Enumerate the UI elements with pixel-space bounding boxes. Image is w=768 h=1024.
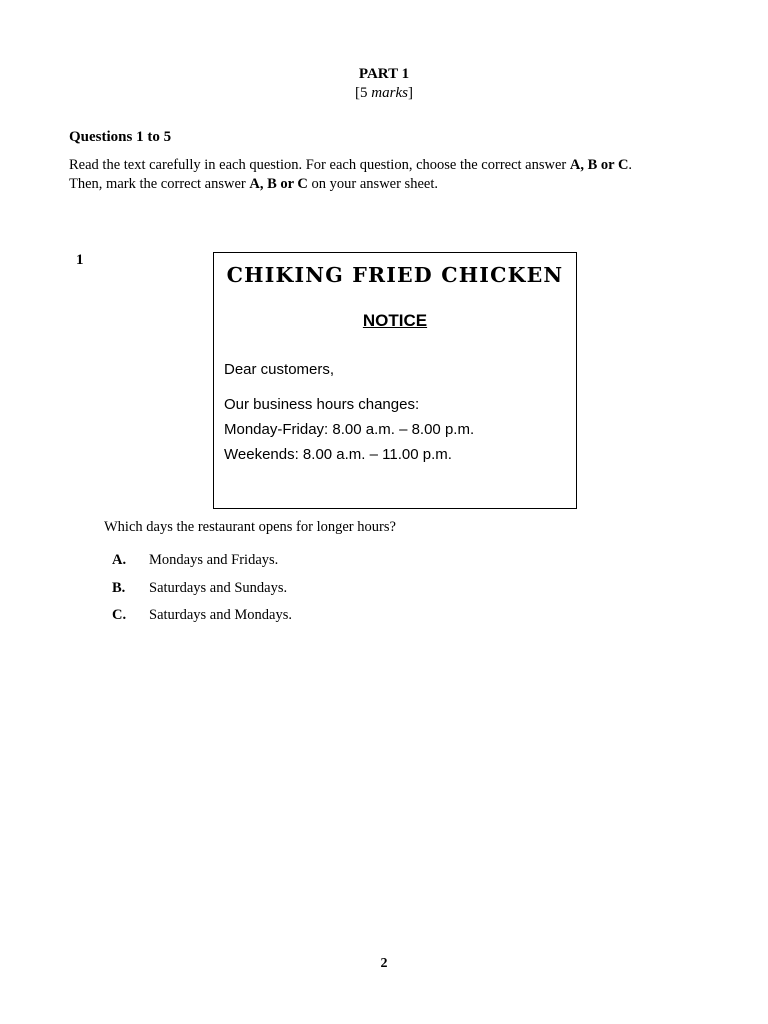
notice-greeting: Dear customers, — [224, 361, 335, 378]
notice-line-3: Weekends: 8.00 a.m. – 11.00 p.m. — [224, 446, 452, 463]
option-b-letter: B. — [112, 580, 126, 596]
instruction-2-text: Then, mark the correct answer — [69, 176, 250, 192]
page-number: 2 — [380, 956, 388, 971]
notice-line-1: Our business hours changes: — [224, 396, 420, 413]
option-b-text: Saturdays and Sundays. — [149, 580, 288, 596]
notice-box — [213, 252, 577, 509]
marks-open: [5 — [355, 85, 372, 101]
notice-line-2: Monday-Friday: 8.00 a.m. – 8.00 p.m. — [224, 421, 475, 438]
section-heading: Questions 1 to 5 — [69, 129, 172, 145]
question-number: 1 — [76, 252, 84, 268]
option-a-letter: A. — [112, 552, 127, 568]
option-a-text: Mondays and Fridays. — [149, 552, 279, 568]
instruction-1-text: Read the text carefully in each question. For each question, choose the correct answer — [69, 157, 570, 173]
part-title: PART 1 — [358, 66, 410, 82]
part-marks — [0, 85, 768, 102]
marks-close: ] — [407, 85, 413, 101]
instruction-line-1 — [69, 157, 632, 174]
notice-title: CHIKING FRIED CHICKEN — [226, 263, 564, 287]
instruction-2-bold: A, B or C — [249, 176, 308, 192]
instruction-1-tail: . — [628, 157, 633, 173]
marks-word: marks — [371, 85, 408, 101]
option-c-text: Saturdays and Mondays. — [149, 607, 292, 623]
question-prompt: Which days the restaurant opens for longer hours? — [104, 519, 396, 535]
notice-subtitle: NOTICE — [362, 311, 428, 330]
instruction-1-bold: A, B or C — [569, 157, 629, 173]
instruction-line-2 — [69, 176, 438, 193]
option-c-letter: C. — [112, 607, 127, 623]
instruction-2-tail: on your answer sheet. — [307, 176, 438, 192]
